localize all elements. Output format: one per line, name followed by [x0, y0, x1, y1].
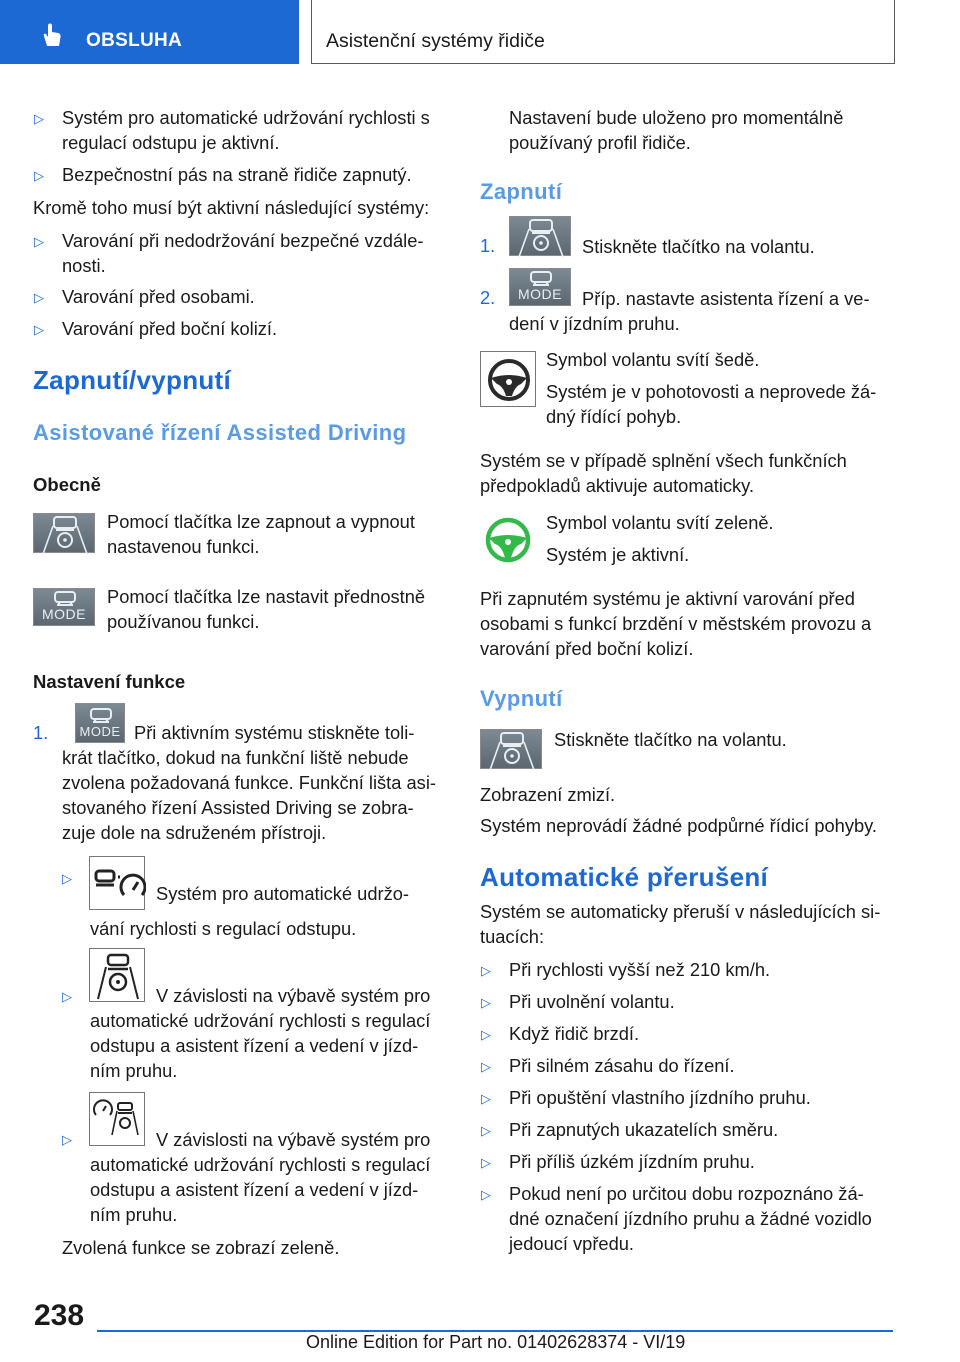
body-text: Stiskněte tlačítko na volantu. — [554, 729, 787, 750]
body-text: jedoucí vpředu. — [509, 1233, 635, 1254]
body-text: Zvolená funkce se zobrazí zeleně. — [62, 1237, 340, 1258]
section-tab[interactable] — [0, 0, 299, 64]
body-text: předpokladů aktivuje automaticky. — [480, 475, 755, 496]
edition-text: Online Edition for Part no. 01402628374 - VI/19 — [306, 1332, 686, 1352]
heading-automaticke-preruseni: Automatické přerušení — [480, 862, 769, 892]
page-number: 238 — [34, 1299, 85, 1332]
body-text: nastavenou funkci. — [107, 536, 260, 557]
body-text: Bezpečnostní pás na straně řidiče zapnutý. — [62, 164, 412, 185]
acc-symbol-icon — [89, 856, 145, 910]
mode-button-icon — [33, 588, 95, 626]
bullet-icon: ▷ — [34, 290, 44, 305]
body-text: Varování při nedodržování bezpečné vzdále‐ — [62, 230, 424, 251]
bullet-icon: ▷ — [34, 168, 44, 183]
mode-button-icon — [509, 268, 571, 306]
body-text: osobami s funkcí brzdění v městském provozu a — [480, 613, 872, 634]
body-text: Při zapnutém systému je aktivní varování před — [480, 588, 855, 609]
steering-wheel-green-icon — [480, 512, 536, 568]
body-text: Při opuštění vlastního jízdního pruhu. — [509, 1087, 811, 1108]
heading-zapnuti-vypnuti: Zapnutí/vypnutí — [33, 365, 232, 395]
steering-assist-symbol-icon — [89, 948, 145, 1002]
body-text: Kromě toho musí být aktivní následující systémy: — [33, 197, 430, 218]
body-text: Nastavení bude uloženo pro momentálně — [509, 107, 844, 128]
step-number: 1. — [480, 235, 496, 256]
body-text: Stiskněte tlačítko na volantu. — [582, 236, 815, 257]
body-text: Symbol volantu svítí zeleně. — [546, 512, 774, 533]
section-label: OBSLUHA — [86, 30, 183, 51]
body-text: odstupu a asistent řízení a vedení v jízd‐ — [90, 1179, 419, 1200]
body-text: V závislosti na výbavě systém pro — [156, 985, 431, 1006]
body-text: používaný profil řidiče. — [509, 132, 691, 153]
mode-label: MODE — [518, 286, 562, 302]
body-text: dný řídící pohyb. — [546, 406, 682, 427]
body-text: Při zapnutých ukazatelích směru. — [509, 1119, 779, 1140]
body-text: Zobrazení zmizí. — [480, 784, 616, 805]
body-text: Symbol volantu svítí šedě. — [546, 349, 760, 370]
page-header — [0, 0, 960, 66]
body-text: regulací odstupu je aktivní. — [62, 132, 280, 153]
mode-label: MODE — [79, 724, 121, 739]
body-text: nosti. — [62, 255, 106, 276]
bullet-icon: ▷ — [481, 1091, 491, 1106]
body-text: Příp. nastavte asistenta řízení a ve‐ — [582, 288, 870, 309]
heading-zapnuti: Zapnutí — [480, 179, 563, 204]
body-text: ním pruhu. — [90, 1204, 178, 1225]
body-text: Systém je aktivní. — [546, 544, 690, 565]
steering-assist-button-icon — [509, 216, 571, 256]
body-text: tuacích: — [480, 926, 545, 947]
chapter-title-box — [311, 0, 895, 64]
hand-pointer-icon — [38, 22, 66, 48]
body-text: Systém pro automatické udržování rychlosti s — [62, 107, 430, 128]
bullet-icon: ▷ — [34, 322, 44, 337]
bullet-icon: ▷ — [481, 1059, 491, 1074]
body-text: V závislosti na výbavě systém pro — [156, 1129, 431, 1150]
body-text: odstupu a asistent řízení a vedení v jízd‐ — [90, 1035, 419, 1056]
steering-assist-button-icon — [480, 729, 542, 769]
body-text: Systém pro automatické udržo‐ — [156, 883, 409, 904]
body-text: Když řidič brzdí. — [509, 1023, 640, 1044]
steering-assist-button-icon — [33, 513, 95, 553]
body-text: používanou funkci. — [107, 611, 260, 632]
bullet-icon: ▷ — [34, 111, 44, 126]
body-text: Při uvolnění volantu. — [509, 991, 675, 1012]
body-text: ním pruhu. — [90, 1060, 178, 1081]
bullet-icon: ▷ — [62, 989, 72, 1004]
body-text: Systém neprovádí žádné podpůrné řídicí pohyby. — [480, 815, 878, 836]
steering-wheel-gray-icon — [480, 351, 536, 407]
bullet-icon: ▷ — [34, 234, 44, 249]
heading-obecne: Obecně — [33, 474, 101, 495]
bullet-icon: ▷ — [62, 1132, 72, 1147]
bullet-icon: ▷ — [481, 995, 491, 1010]
bullet-icon: ▷ — [481, 1027, 491, 1042]
acc-steering-symbol-icon — [89, 1092, 145, 1146]
body-text: Při příliš úzkém jízdním pruhu. — [509, 1151, 755, 1172]
body-text: Varování před boční kolizí. — [62, 318, 278, 339]
body-text: zuje dole na sdruženém přístroji. — [62, 822, 327, 843]
heading-vypnuti: Vypnutí — [480, 686, 563, 711]
body-text: Systém se v případě splnění všech funkčních — [480, 450, 847, 471]
body-text: zvolena požadovaná funkce. Funkční lišta asi‐ — [62, 772, 436, 793]
body-text: Při silném zásahu do řízení. — [509, 1055, 735, 1076]
body-text: stovaného řízení Assisted Driving se zobra‐ — [62, 797, 414, 818]
step-number: 2. — [480, 287, 496, 308]
heading-nastaveni-funkce: Nastavení funkce — [33, 671, 186, 692]
mode-label: MODE — [42, 606, 86, 622]
body-text: dení v jízdním pruhu. — [509, 313, 680, 334]
body-text: varování před boční kolizí. — [480, 638, 694, 659]
body-text: Při rychlosti vyšší než 210 km/h. — [509, 959, 771, 980]
bullet-icon: ▷ — [481, 1123, 491, 1138]
bullet-icon: ▷ — [481, 1155, 491, 1170]
body-text: Systém je v pohotovosti a neprovede žá‐ — [546, 381, 877, 402]
bullet-icon: ▷ — [481, 963, 491, 978]
body-text: dné označení jízdního pruhu a žádné vozidlo — [509, 1208, 872, 1229]
bullet-icon: ▷ — [481, 1187, 491, 1202]
mode-button-icon — [75, 703, 125, 743]
body-text: Pokud není po určitou dobu rozpoznáno žá‐ — [509, 1183, 864, 1204]
bullet-icon: ▷ — [62, 871, 72, 886]
body-text: Při aktivním systému stiskněte toli‐ — [134, 722, 415, 743]
body-text: krát tlačítko, dokud na funkční liště nebude — [62, 747, 409, 768]
heading-assisted-driving: Asistované řízení Assisted Driving — [33, 420, 407, 445]
body-text: Pomocí tlačítka lze zapnout a vypnout — [107, 511, 415, 532]
body-text: vání rychlosti s regulací odstupu. — [90, 918, 357, 939]
body-text: automatické udržování rychlosti s regulací — [90, 1010, 431, 1031]
step-number: 1. — [33, 722, 49, 743]
body-text: Systém se automaticky přeruší v následujících si‐ — [480, 901, 881, 922]
chapter-title: Asistenční systémy řidiče — [326, 30, 545, 52]
body-text: automatické udržování rychlosti s regulací — [90, 1154, 431, 1175]
body-text: Pomocí tlačítka lze nastavit přednostně — [107, 586, 426, 607]
body-text: Varování před osobami. — [62, 286, 255, 307]
